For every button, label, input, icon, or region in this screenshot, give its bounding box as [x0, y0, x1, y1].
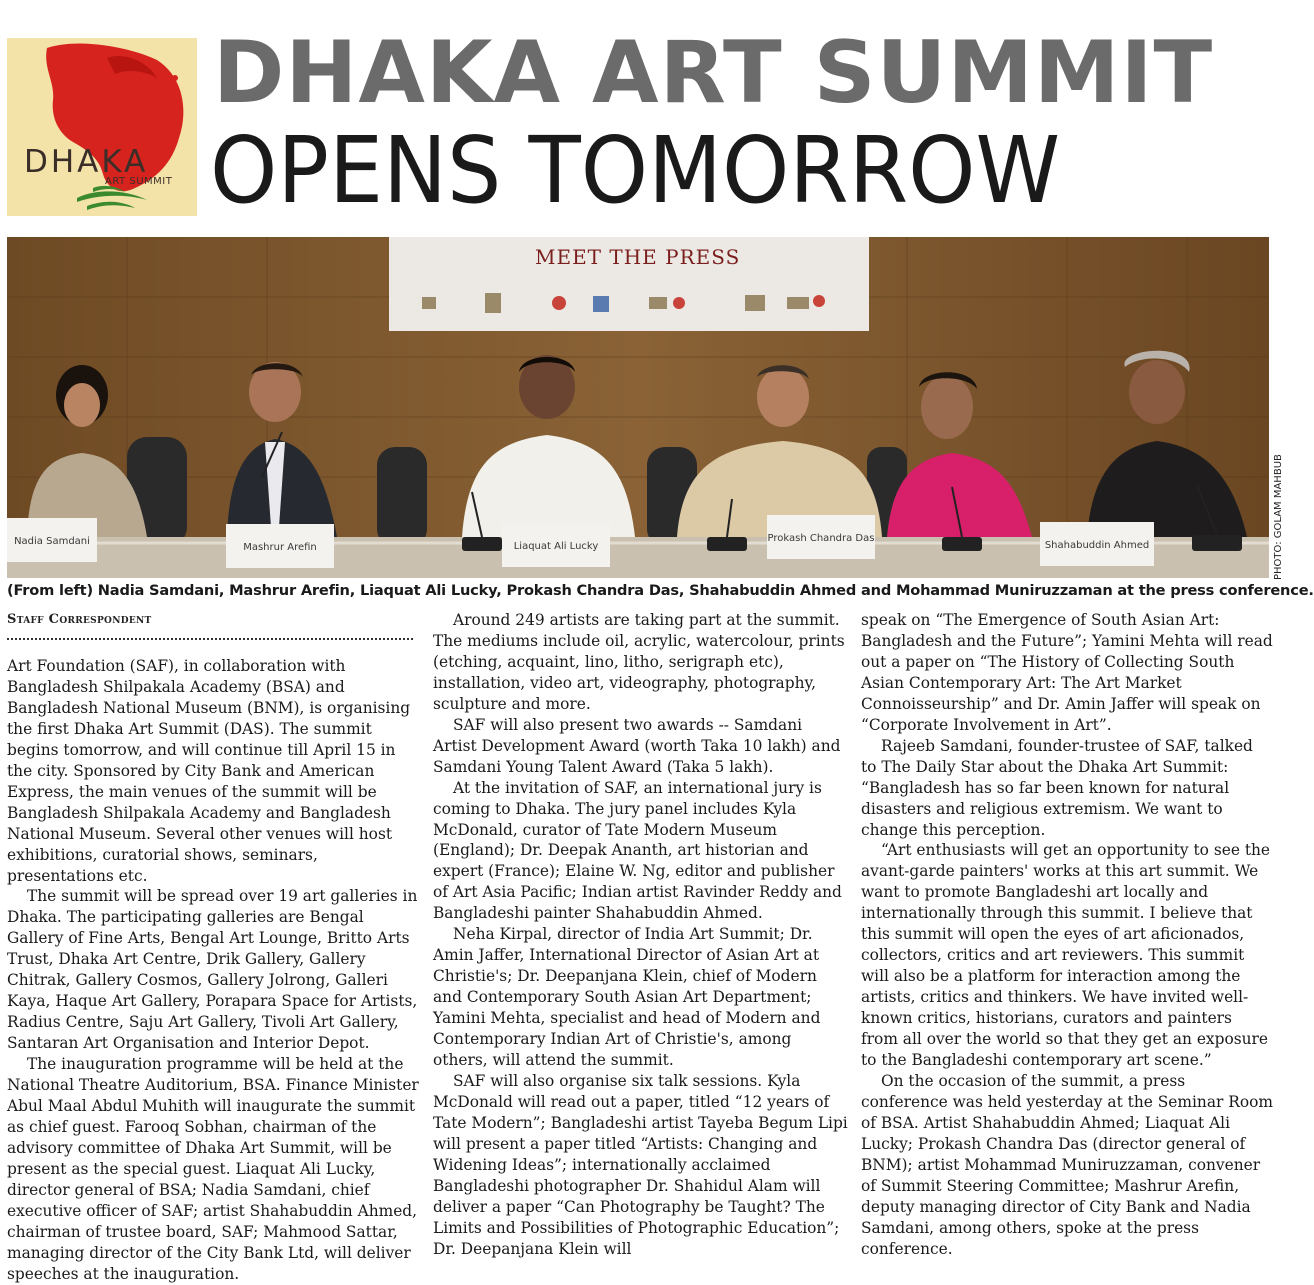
nameplate: Nadia Samdani	[7, 518, 97, 562]
paragraph: speak on “The Emergence of South Asian Art: Bangladesh and the Future”; Yamini Mehta will read out a paper on “The History of Collecting South Asian Contemporary Art: The Art Market Connoisseurship” and Dr. Amin Jaffer will speak on “Corporate Involvement in Art”.	[861, 611, 1273, 734]
paragraph: Neha Kirpal, director of India Art Summit; Dr. Amin Jaffer, International Director of Asian Art at Christie's; Dr. Deepanjana Klein, chief of Modern and Contemporary South Asian Art Department; Yamini Mehta, specialist and head of Modern and Contemporary Indian Art of Christie's, among others, will attend the summit.	[433, 925, 821, 1070]
paragraph: At the invitation of SAF, an international jury is coming to Dhaka. The jury panel includes Kyla McDonald, curator of Tate Modern Museum (England); Dr. Deepak Ananth, art historian and expert (France); Elaine W. Ng, editor and publisher of Art Asia Pacific; Indian artist Ravinder Reddy and Bangladeshi painter Shahabuddin Ahmed.	[433, 778, 842, 923]
banner-title: MEET THE PRESS	[535, 245, 741, 269]
dhaka-art-summit-logo	[7, 38, 197, 216]
paragraph: Art Foundation (SAF), in collaboration with Bangladesh Shilpakala Academy (BSA) and Bangladesh National Museum (BNM), is organising the first Dhaka Art Summit (DAS). The summit begins tomorrow, and will continue till April 15 in the city. Sponsored by City Bank and American Express, the main venues of the summit will be Bangladesh Shilpakala Academy and Bangladesh National Museum. Several other venues will host exhibitions, curatorial shows, seminars, presentations etc.	[7, 657, 411, 885]
paragraph: SAF will also organise six talk sessions. Kyla McDonald will read out a paper, titled “12 years of Tate Modern”; Bangladeshi artist Tayeba Begum Lipi will present a paper titled “Artists: Changing and Widening Ideas”; internationally acclaimed Bangladeshi photographer Dr. Shahidul Alam will deliver a paper “Can Photography be Taught? The Limits and Possibilities of Photographic Education”; Dr. Deepanjana Klein will	[433, 1071, 848, 1258]
paragraph: Around 249 artists are taking part at the summit. The mediums include oil, acrylic, watercolour, prints (etching, acquaint, lino, litho, serigraph etc), installation, video art, videography, photography, sculpture and more.	[433, 611, 845, 713]
logo-subtitle: ART SUMMIT	[105, 176, 173, 187]
nameplate: Shahabuddin Ahmed	[1040, 522, 1154, 566]
article-column-2	[433, 610, 849, 1260]
byline: Staff Correspondent	[7, 612, 152, 627]
photo-caption: (From left) Nadia Samdani, Mashrur Arefin, Liaquat Ali Lucky, Prokash Chandra Das, Shahabuddin Ahmed and Mohammad Muniruzzaman at the press conference.	[7, 582, 1314, 599]
paragraph: The summit will be spread over 19 art galleries in Dhaka. The participating galleries are Bengal Gallery of Fine Arts, Bengal Art Lounge, Britto Arts Trust, Dhaka Art Centre, Drik Gallery, Gallery Chitrak, Gallery Cosmos, Gallery Jolrong, Galleri Kaya, Haque Art Gallery, Porapara Space for Artists, Radius Centre, Saju Art Gallery, Tivoli Art Gallery, Santaran Art Organisation and Interior Depot.	[7, 887, 418, 1053]
paragraph: SAF will also present two awards -- Samdani Artist Development Award (worth Taka 10 lakh) and Samdani Young Talent Award (Taka 5 lakh).	[433, 715, 841, 776]
paragraph: Rajeeb Samdani, founder-trustee of SAF, talked to The Daily Star about the Dhaka Art Summit: “Bangladesh has so far been known for natural disasters and religious extremism. We want to change this perception.	[861, 736, 1253, 839]
dotted-divider	[7, 638, 413, 640]
press-conference-photo	[7, 237, 1269, 578]
paint-splash-icon	[7, 38, 197, 216]
nameplate: Mashrur Arefin	[226, 524, 334, 568]
article-column-1	[7, 656, 421, 1285]
headline-line-1: DHAKA ART SUMMIT	[213, 23, 1214, 123]
headline-line-2: OPENS TOMORROW	[210, 117, 1061, 224]
paragraph: On the occasion of the summit, a press conference was held yesterday at the Seminar Room of BSA. Artist Shahabuddin Ahmed; Liaquat Ali Lucky; Prokash Chandra Das (director general of BNM); artist Mohammad Muniruzzaman, convener of Summit Steering Committee; Mashrur Arefin, deputy managing director of City Bank and Nadia Samdani, among others, spoke at the press conference.	[861, 1071, 1273, 1258]
nameplate: Liaquat Ali Lucky	[502, 523, 610, 567]
paragraph: “Art enthusiasts will get an opportunity to see the avant-garde painters' works at this art summit. We want to promote Bangladeshi art locally and internationally through this summit. I believe that this summit will open the eyes of art aficionados, collectors, critics and art reviewers. This summit will also be a platform for interaction among the artists, critics and thinkers. We have invited well-known critics, historians, curators and painters from all over the world so that they get an exposure to the Bangladeshi contemporary art scene.”	[861, 841, 1271, 1070]
photo-credit-text: PHOTO: GOLAM MAHBUB	[1273, 454, 1284, 580]
nameplate: Prokash Chandra Das	[767, 515, 875, 559]
paragraph: The inauguration programme will be held at the National Theatre Auditorium, BSA. Finance Minister Abul Maal Abdul Muhith will inaugurate the summit as chief guest. Farooq Sobhan, chairman of the advisory committee of Dhaka Art Summit, will be present as the special guest. Liaquat Ali Lucky, director general of BSA; Nadia Samdani, chief executive officer of SAF; artist Shahabuddin Ahmed, chairman of trustee board, SAF; Mahmood Sattar, managing director of the City Bank Ltd, will deliver speeches at the inauguration.	[7, 1055, 419, 1283]
article-column-3	[861, 610, 1273, 1260]
logo-word: DHAKA	[24, 144, 149, 180]
